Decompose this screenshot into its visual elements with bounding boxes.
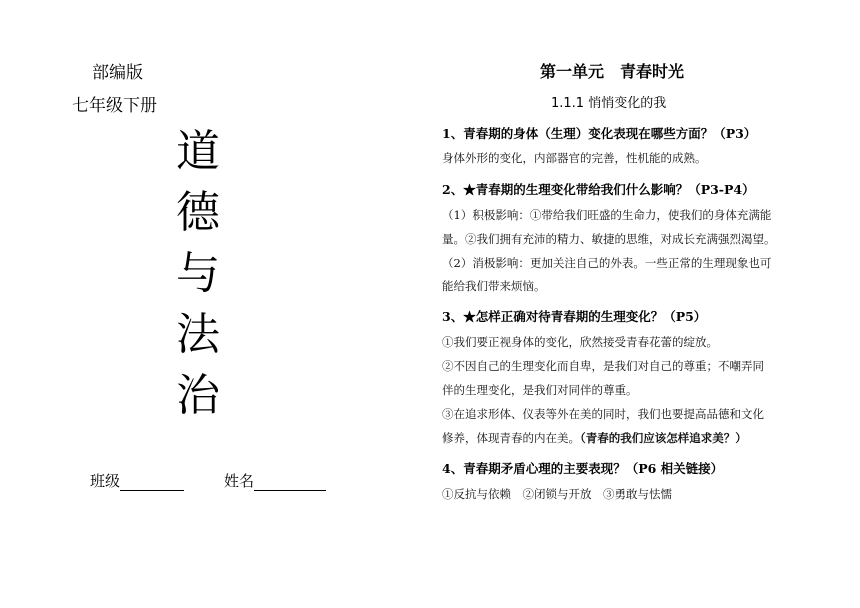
answer-2-positive-line-2: 量。②我们拥有充沛的精力、敏捷的思维，对成长充满强烈渴望。 (442, 232, 776, 246)
question-4: 4、青春期矛盾心理的主要表现？（P6 相关链接） (442, 461, 724, 476)
class-blank-line[interactable] (120, 474, 184, 491)
edition-label: 部编版 (92, 63, 143, 83)
class-label: 班级 (90, 472, 121, 490)
name-field (224, 470, 326, 491)
lesson-title: 1.1.1 悄悄变化的我 (551, 96, 667, 111)
subject-title-char: 道 (176, 126, 220, 177)
answer-2-negative-line-1: （2）消极影响：更加关注自己的外表。一些正常的生理现象也可 (442, 256, 772, 270)
answer-1: 身体外形的变化，内部器官的完善，性机能的成熟。 (442, 151, 707, 165)
question-2: 2、★青春期的生理变化带给我们什么影响？（P3-P4） (442, 182, 755, 197)
class-field (90, 470, 184, 491)
subject-title-char: 与 (176, 248, 220, 299)
subject-title-char: 法 (176, 309, 220, 360)
subject-title-char: 德 (176, 187, 220, 238)
answer-2-negative-line-2: 能给我们带来烦恼。 (442, 279, 546, 293)
answer-3-item-3-text: 修养，体现青春的内在美。 (442, 431, 580, 445)
name-blank-line[interactable] (254, 474, 326, 491)
answer-3-item-3-note: （青春的我们应该怎样追求美？） (580, 431, 747, 445)
grade-label: 七年级下册 (72, 96, 157, 116)
unit-title: 第一单元 青春时光 (540, 62, 685, 81)
answer-3-item-2-line-1: ②不因自己的生理变化而自卑，是我们对自己的尊重；不嘲弄同 (442, 359, 764, 373)
answer-2-positive-line-1: （1）积极影响：①带给我们旺盛的生命力，使我们的身体充满能 (442, 208, 772, 222)
answer-3-item-3-line-1: ③在追求形体、仪表等外在美的同时，我们也要提高品德和文化 (442, 407, 764, 421)
subject-title-char: 治 (176, 370, 220, 421)
answer-3-item-2-line-2: 伴的生理变化，是我们对同伴的尊重。 (442, 383, 638, 397)
name-label: 姓名 (224, 472, 255, 490)
answer-3-item-3-line-2 (442, 427, 790, 449)
answer-3-item-1: ①我们要正视身体的变化，欣然接受青春花蕾的绽放。 (442, 335, 718, 349)
answer-4: ①反抗与依赖 ②闭锁与开放 ③勇敢与怯懦 (442, 487, 672, 501)
subject-title (168, 121, 228, 426)
question-3: 3、★怎样正确对待青春期的生理变化？（P5） (442, 309, 707, 324)
question-1: 1、青春期的身体（生理）变化表现在哪些方面？（P3） (442, 126, 757, 141)
